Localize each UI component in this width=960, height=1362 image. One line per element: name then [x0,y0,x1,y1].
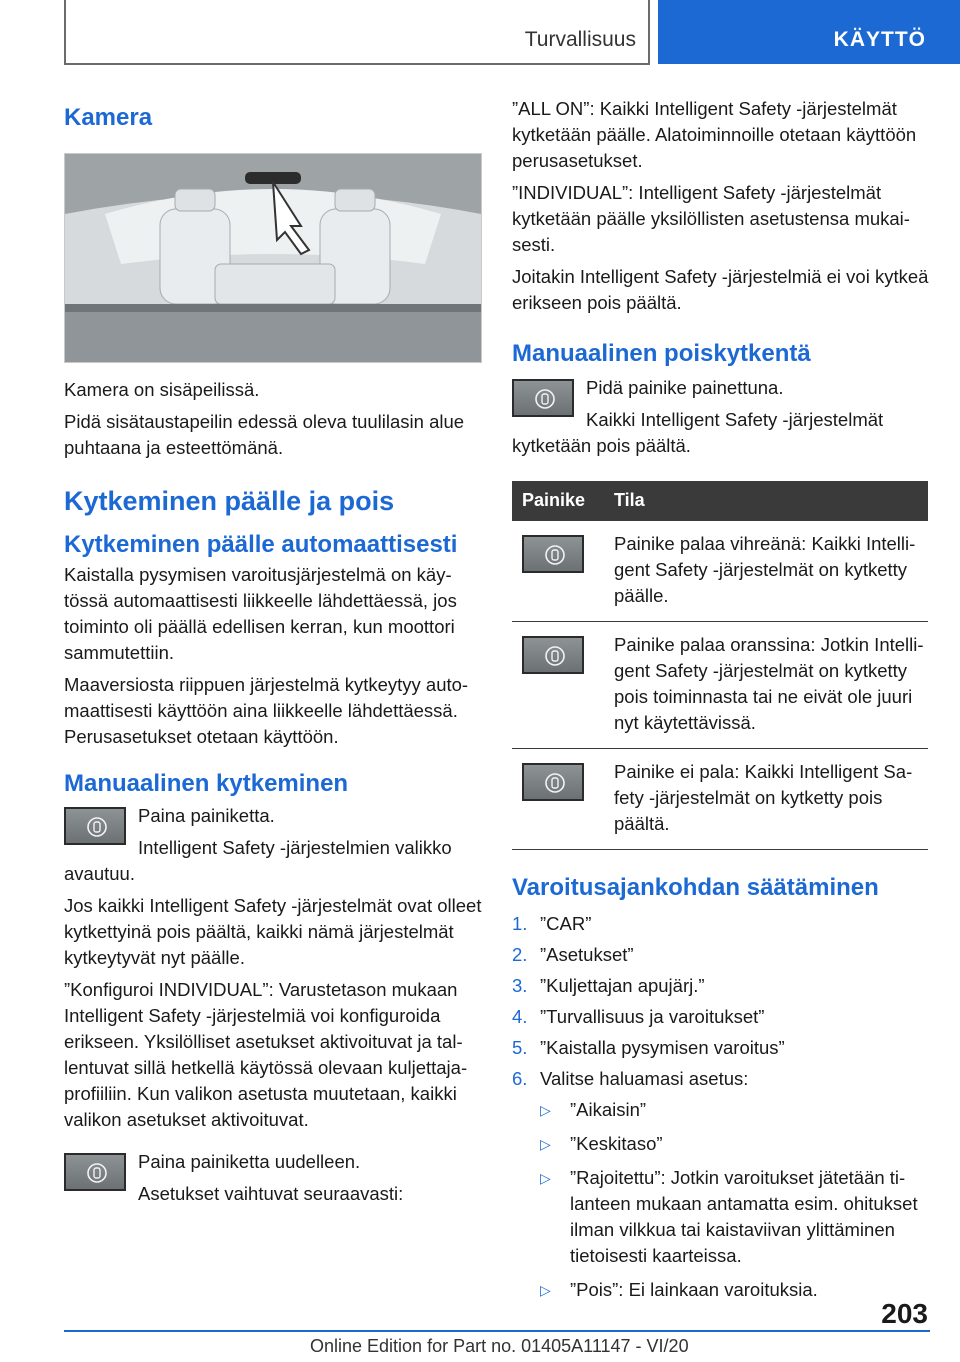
table-cell-state: Painike palaa vihreänä: Kaikki Intelligent Safety -järjestelmät on kytketty päälle. [604,521,928,622]
option-text: ”Pois”: Ei lainkaan varoituksia. [570,1278,818,1300]
again-change-text: Asetukset vaihtuvat seuraavasti: [138,1182,404,1204]
option-text: ”Rajoitettu”: Jotkin varoitukset jätetään tilanteen mukaan antamatta esim. ohitukset ilman vilkkua tai kaistaviivan ylittäminen tietoisesti kaarteissa. [570,1166,918,1266]
intelligent-safety-button-icon [64,807,126,845]
camera-clean-text: Pidä sisätaustapeilin edessä oleva tuulilasin alue puhtaana ja esteettömänä. [64,410,465,458]
manual-text-2: ”Konfiguroi INDIVIDUAL”: Varustetason mukaan Intelligent Safety -järjestelmiä voi konfiguroida erikseen. Yksilölliset asetukset aktivoituvat ja tallentuvat sillä hetkellä käytössä olevaan kuljettajaprofiiliin. Kun valikon asetusta muutetaan, kaikki valikon asetukset aktivoituvat. [64,978,468,1130]
triangle-bullet-icon: ▷ [540,1169,551,1186]
manual-button-block [64,803,482,887]
intelligent-safety-button-icon [512,379,574,417]
list-item [512,942,930,968]
step-text: Valitse haluamasi asetus: [540,1067,749,1089]
table-row [512,621,928,748]
page-number: 203 [881,1298,928,1329]
list-item [540,1277,930,1303]
list-item [512,973,930,999]
step-text: ”CAR” [540,912,592,934]
intelligent-safety-button-icon [522,636,584,674]
step-number: 1. [512,912,528,934]
auto-switch-heading: Kytkeminen päälle automaattisesti [64,531,458,559]
list-item [540,1165,930,1269]
individual-text: ”INDIVIDUAL”: Intelligent Safety -järjestelmät kytketään päälle yksilöllisten asetustensa mukaisesti. [512,182,910,255]
step-text: ”Kuljettajan apujärj.” [540,974,705,996]
list-item [512,1066,930,1092]
header-section-label: Turvallisuus [524,28,636,51]
table-row [512,748,928,849]
off-button-block [512,375,930,459]
list-item [512,1035,930,1061]
list-item [512,911,930,937]
manual-press-text: Paina painiketta. [138,804,275,826]
allon-text: ”ALL ON”: Kaikki Intelligent Safety -järjestelmät kytketään päälle. Alatoiminnoille otetaan käyttöön perusasetukset. [512,98,917,171]
table-row [512,521,928,622]
table-header-button: Painike [512,481,604,521]
intelligent-safety-button-icon [522,763,584,801]
triangle-bullet-icon: ▷ [540,1101,551,1118]
step-text: ”Kaistalla pysymisen varoitus” [540,1036,785,1058]
header-chapter-tab: KÄYTTÖ [658,0,960,64]
manual-text-1: Jos kaikki Intelligent Safety -järjestelmät ovat olleet kytkettyinä pois päältä, kaikki nämä järjestelmät kytkeytyvät nyt päälle. [64,894,482,968]
off-result-text: Kaikki Intelligent Safety -järjestelmät kytketään pois päältä. [512,408,884,456]
step-text: ”Asetukset” [540,943,634,965]
header-rule-left [64,0,66,64]
manual-off-heading: Manuaalinen poiskytkentä [512,340,811,367]
option-text: ”Keskitaso” [570,1132,663,1154]
footer-rule [64,1330,930,1332]
off-hold-text: Pidä painike painettuna. [586,376,784,398]
left-column [64,96,482,1207]
timing-heading: Varoitusajankohdan säätäminen [512,873,879,901]
auto-text-1: Kaistalla pysymisen varoitusjärjestelmä on käytössä automaattisesti liikkeelle lähdettäessä, jos toiminto oli päällä edellisen kerran, kun moottori sammutettiin. [64,563,457,663]
table-header-state: Tila [604,481,928,521]
step-number: 4. [512,1005,528,1027]
car-interior-illustration [65,154,481,362]
some-systems-text: Joitakin Intelligent Safety -järjestelmiä ei voi kytkeä erikseen pois päältä. [512,266,929,313]
camera-location-text: Kamera on sisäpeilissä. [64,378,260,400]
list-item [540,1131,930,1157]
step-number: 2. [512,943,528,965]
manual-switch-heading: Manuaalinen kytkeminen [64,769,349,797]
timing-steps [512,911,930,1092]
timing-options [512,1097,930,1303]
header-rule-bottom [64,63,650,65]
triangle-bullet-icon: ▷ [540,1135,551,1152]
intelligent-safety-button-icon [64,1153,126,1191]
step-number: 5. [512,1036,528,1058]
camera-heading: Kamera [64,104,153,131]
step-number: 3. [512,974,528,996]
again-button-block [64,1149,482,1207]
switch-heading: Kytkeminen päälle ja pois [64,485,395,516]
table-cell-state: Painike ei pala: Kaikki Intelligent Safety -järjestelmät on kytketty pois päältä. [604,748,928,849]
camera-interior-image [64,153,482,363]
step-text: ”Turvallisuus ja varoitukset” [540,1005,765,1027]
header-rule-right [648,0,650,64]
intelligent-safety-button-icon [522,535,584,573]
again-press-text: Paina painiketta uudelleen. [138,1150,361,1172]
auto-text-2: Maaversiosta riippuen järjestelmä kytkeytyy automaattisesti käyttöön aina liikkeelle lähdettäessä. Perusasetukset otetaan käyttöön. [64,673,469,747]
right-column [512,96,930,1311]
option-text: ”Aikaisin” [570,1098,647,1120]
list-item [540,1097,930,1123]
table-cell-state: Painike palaa oranssina: Jotkin Intelligent Safety -järjestelmät on kytketty pois toiminnasta tai ne eivät ole juuri nyt käytettävissä. [604,621,928,748]
footer-edition: Online Edition for Part no. 01405A11147 - VI/20 [310,1336,689,1356]
manual-menu-text: Intelligent Safety -järjestelmien valikko avautuu. [64,836,452,884]
triangle-bullet-icon: ▷ [540,1281,551,1298]
list-item [512,1004,930,1030]
button-status-table [512,481,928,850]
step-number: 6. [512,1067,528,1089]
